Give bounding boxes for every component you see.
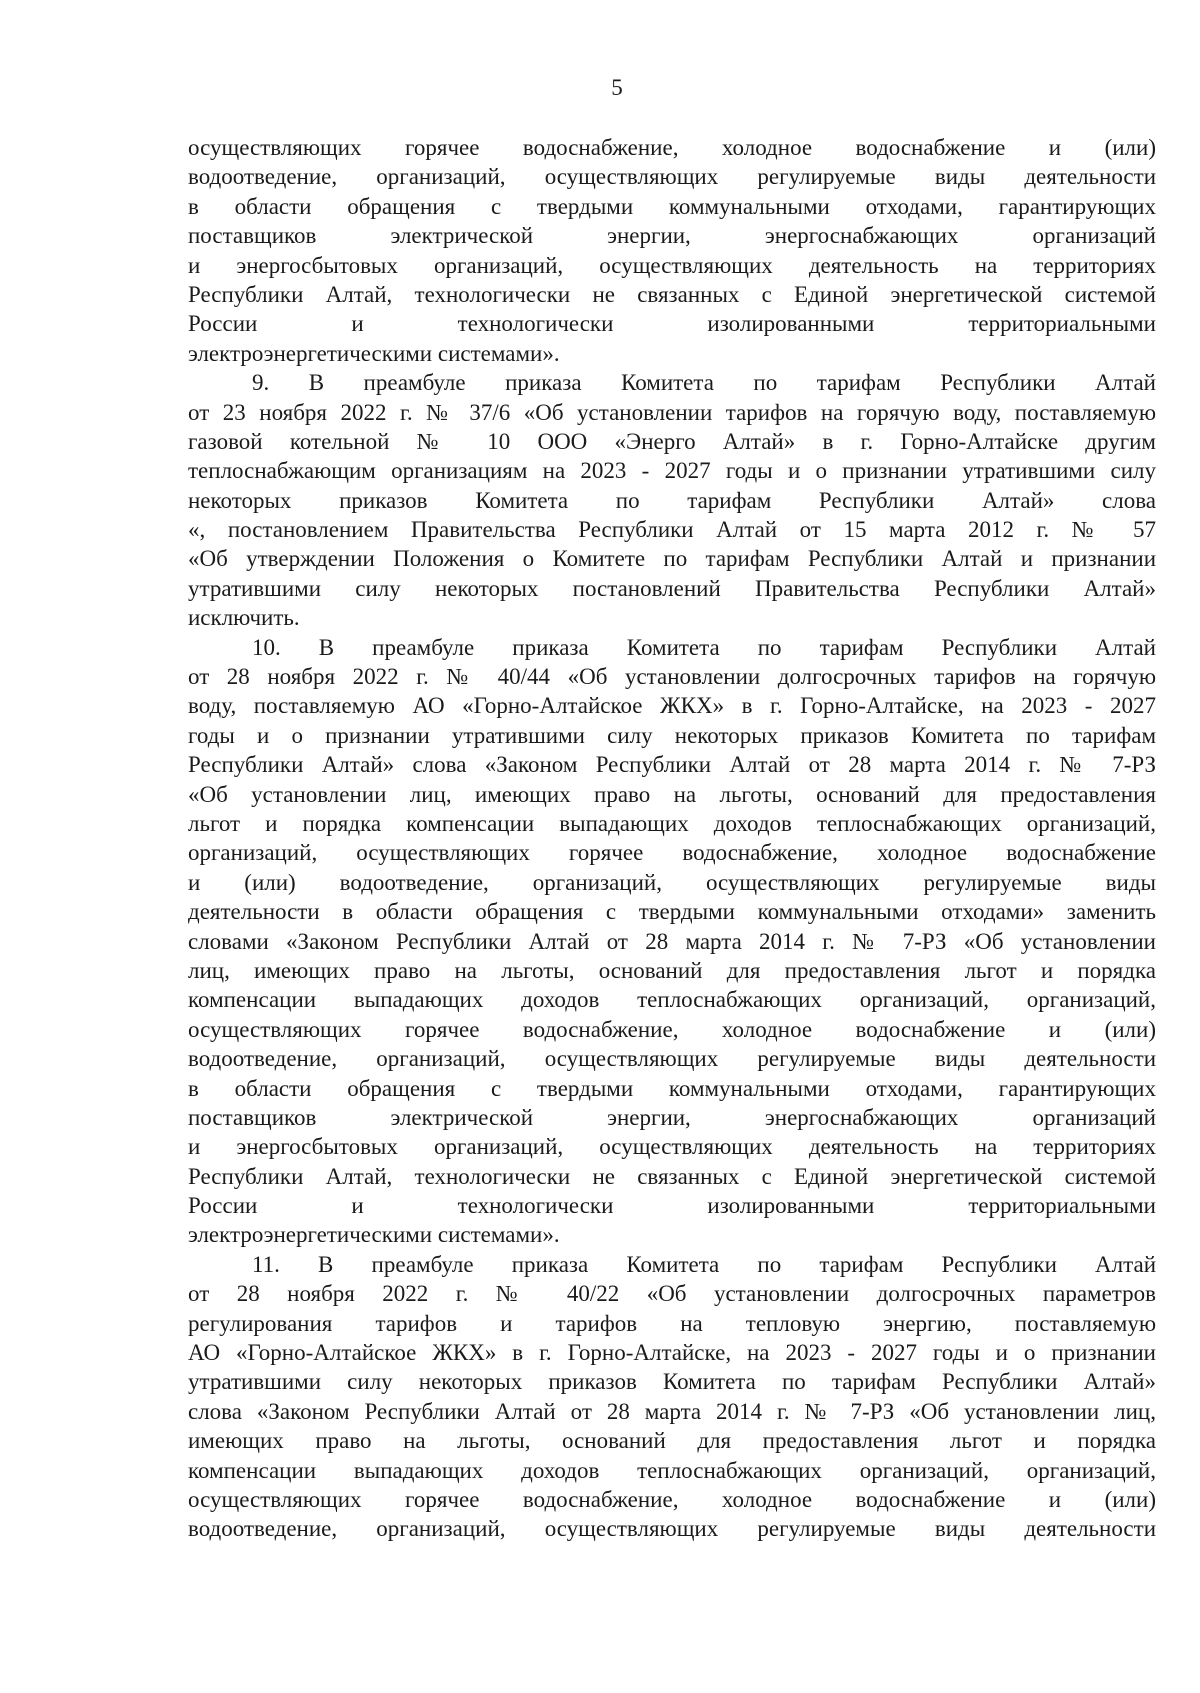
text-line: осуществляющих горячее водоснабжение, холодное водоснабжение и (или)	[188, 1486, 1156, 1512]
text-line: теплоснабжающим организациям на 2023 - 2027 годы и о признании утратившими силу	[188, 458, 1156, 484]
text-line: водоотведение, организаций, осуществляющих регулируемые виды деятельности	[188, 1516, 1156, 1542]
text-line: осуществляющих горячее водоснабжение, холодное водоснабжение и (или)	[188, 135, 1156, 160]
text-line: организаций, осуществляющих горячее водоснабжение, холодное водоснабжение	[188, 840, 1156, 866]
text-line: некоторых приказов Комитета по тарифам Республики Алтай» слова	[188, 487, 1156, 513]
text-line: осуществляющих горячее водоснабжение, холодное водоснабжение и (или)	[188, 1016, 1156, 1042]
text-line: «Об утверждении Положения о Комитете по тарифам Республики Алтай и признании	[188, 546, 1156, 572]
text-line: Республики Алтай» слова «Законом Республики Алтай от 28 марта 2014 г. № 7-РЗ	[188, 752, 1156, 778]
text-line: России и технологически изолированными территориальными	[188, 1193, 1156, 1219]
text-line: электроэнергетическими системами».	[188, 340, 560, 366]
text-line: 10. В преамбуле приказа Комитета по тарифам Республики Алтай	[252, 634, 1156, 660]
text-line: в области обращения с твердыми коммунальными отходами, гарантирующих	[188, 193, 1156, 219]
text-line: от 23 ноября 2022 г. № 37/6 «Об установлении тарифов на горячую воду, поставляемую	[188, 399, 1156, 425]
text-line: АО «Горно-Алтайское ЖКХ» в г. Горно-Алтайске, на 2023 - 2027 годы и о признании	[188, 1340, 1156, 1366]
document-body	[188, 133, 1156, 1544]
text-line: льгот и порядка компенсации выпадающих доходов теплоснабжающих организаций,	[188, 810, 1156, 836]
text-line: и энергосбытовых организаций, осуществляющих деятельность на территориях	[188, 252, 1156, 278]
text-line: поставщиков электрической энергии, энергоснабжающих организаций	[188, 223, 1156, 249]
text-line: и (или) водоотведение, организаций, осуществляющих регулируемые виды	[188, 869, 1156, 895]
text-line: в области обращения с твердыми коммунальными отходами, гарантирующих	[188, 1075, 1156, 1101]
text-line: слова «Законом Республики Алтай от 28 марта 2014 г. № 7-РЗ «Об установлении лиц,	[188, 1398, 1156, 1424]
text-line: компенсации выпадающих доходов теплоснабжающих организаций, организаций,	[188, 1457, 1156, 1483]
text-line: лиц, имеющих право на льготы, оснований для предоставления льгот и порядка	[188, 957, 1156, 983]
page-number: 5	[611, 75, 623, 100]
text-line: 11. В преамбуле приказа Комитета по тарифам Республики Алтай	[252, 1251, 1156, 1277]
text-line: от 28 ноября 2022 г. № 40/44 «Об установлении долгосрочных тарифов на горячую	[188, 664, 1156, 690]
text-line: газовой котельной № 10 ООО «Энерго Алтай» в г. Горно-Алтайске другим	[188, 428, 1156, 454]
text-line: словами «Законом Республики Алтай от 28 марта 2014 г. № 7-РЗ «Об установлении	[188, 928, 1156, 954]
text-line: Республики Алтай, технологически не связанных с Единой энергетической системой	[188, 1163, 1156, 1189]
text-line: утратившими силу некоторых постановлений Правительства Республики Алтай»	[188, 575, 1156, 601]
text-line: деятельности в области обращения с твердыми коммунальными отходами» заменить	[188, 899, 1156, 925]
text-line: исключить.	[188, 605, 300, 631]
text-line: Республики Алтай, технологически не связанных с Единой энергетической системой	[188, 281, 1156, 307]
text-line: России и технологически изолированными территориальными	[188, 311, 1156, 337]
text-line: водоотведение, организаций, осуществляющих регулируемые виды деятельности	[188, 164, 1156, 190]
text-line: имеющих право на льготы, оснований для предоставления льгот и порядка	[188, 1428, 1156, 1454]
text-line: регулирования тарифов и тарифов на тепловую энергию, поставляемую	[188, 1310, 1156, 1336]
text-line: электроэнергетическими системами».	[188, 1222, 560, 1248]
text-line: годы и о признании утратившими силу некоторых приказов Комитета по тарифам	[188, 722, 1156, 748]
text-line: водоотведение, организаций, осуществляющих регулируемые виды деятельности	[188, 1046, 1156, 1072]
text-line: воду, поставляемую АО «Горно-Алтайское ЖКХ» в г. Горно-Алтайске, на 2023 - 2027	[188, 693, 1156, 719]
text-line: «, постановлением Правительства Республики Алтай от 15 марта 2012 г. № 57	[188, 517, 1156, 543]
text-line: от 28 ноября 2022 г. № 40/22 «Об установлении долгосрочных параметров	[188, 1281, 1156, 1307]
text-line: утратившими силу некоторых приказов Комитета по тарифам Республики Алтай»	[188, 1369, 1156, 1395]
text-line: и энергосбытовых организаций, осуществляющих деятельность на территориях	[188, 1134, 1156, 1160]
text-line: 9. В преамбуле приказа Комитета по тарифам Республики Алтай	[252, 370, 1156, 396]
text-line: поставщиков электрической энергии, энергоснабжающих организаций	[188, 1104, 1156, 1130]
text-line: компенсации выпадающих доходов теплоснабжающих организаций, организаций,	[188, 987, 1156, 1013]
text-line: «Об установлении лиц, имеющих право на льготы, оснований для предоставления	[188, 781, 1156, 807]
